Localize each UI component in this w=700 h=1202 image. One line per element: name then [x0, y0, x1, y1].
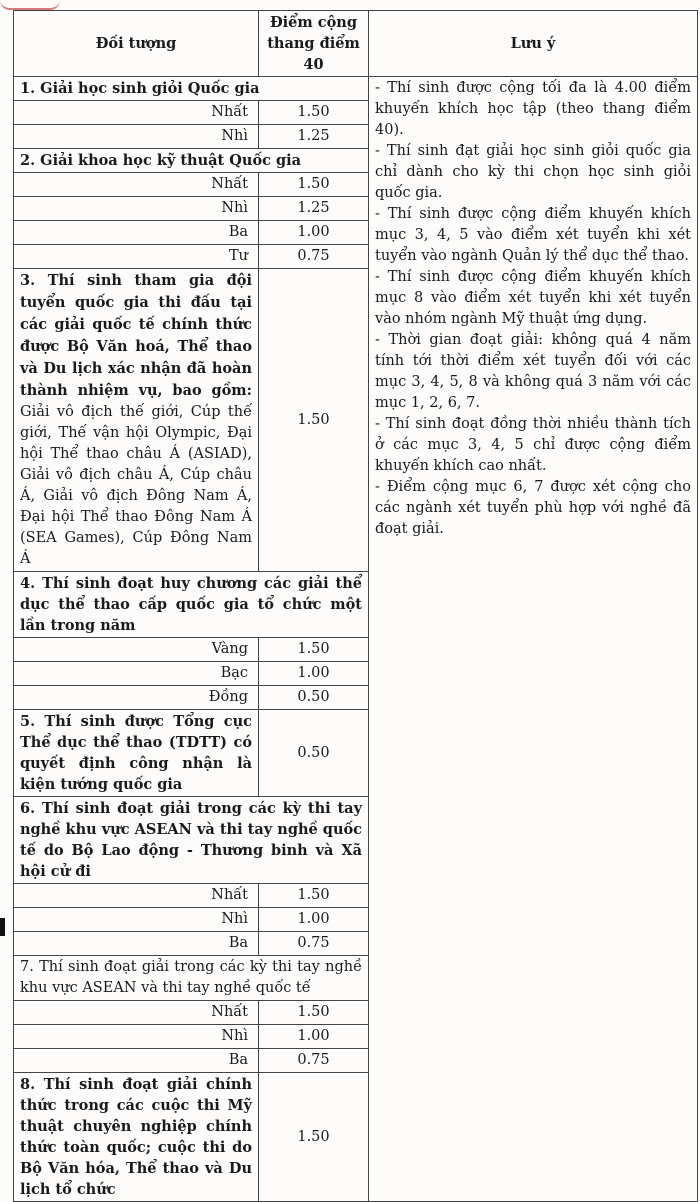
points-value: 1.00	[259, 1025, 369, 1049]
rank-label: Vàng	[14, 638, 259, 662]
section-title: 8. Thí sinh đoạt giải chính thức trong các cuộc thi Mỹ thuật chuyên nghiệp chính thức toàn quốc; cuộc thi do Bộ Văn hóa, Thể thao và Du lịch tổ chức	[14, 1073, 259, 1202]
points-value: 0.75	[259, 245, 369, 269]
points-value: 1.50	[259, 101, 369, 125]
margin-mark	[0, 918, 5, 936]
points-value: 0.75	[259, 1049, 369, 1073]
points-value: 1.00	[259, 908, 369, 932]
stamp-fragment	[0, 0, 60, 10]
rank-label: Nhất	[14, 101, 259, 125]
note-item: - Thí sinh đạt giải học sinh giỏi quốc gia chỉ dành cho kỳ thi chọn học sinh giỏi quốc gia.	[375, 143, 691, 201]
rank-label: Nhất	[14, 884, 259, 908]
points-value: 1.50	[259, 1073, 369, 1202]
header-note: Lưu ý	[369, 11, 698, 77]
points-value: 1.50	[259, 173, 369, 197]
points-value: 0.50	[259, 710, 369, 797]
rank-label: Nhất	[14, 173, 259, 197]
rank-label: Ba	[14, 1049, 259, 1073]
note-item: - Thí sinh đoạt đồng thời nhiều thành tích ở các mục 3, 4, 5 chỉ được cộng điểm khuyến khích cao nhất.	[375, 416, 691, 474]
bonus-points-table	[13, 10, 698, 1202]
section-title: 3. Thí sinh tham gia đội tuyển quốc gia thi đấu tại các giải quốc tế chính thức được Bộ Văn hoá, Thể thao và Du lịch xác nhận đã hoàn thành nhiệm vụ, bao gồm:	[20, 272, 252, 399]
note-item: - Thí sinh được cộng tối đa là 4.00 điểm khuyến khích học tập (theo thang điểm 40).	[375, 80, 691, 138]
header-target: Đối tượng	[14, 11, 259, 77]
points-value: 1.00	[259, 662, 369, 686]
note-item: - Điểm cộng mục 6, 7 được xét cộng cho các ngành xét tuyển phù hợp với nghề đã đoạt giải.	[375, 479, 691, 537]
section-title: 7. Thí sinh đoạt giải trong các kỳ thi tay nghề khu vực ASEAN và thi tay nghề quốc tế	[14, 956, 369, 1001]
section-title: 4. Thí sinh đoạt huy chương các giải thể dục thể thao cấp quốc gia tổ chức một lần trong năm	[14, 572, 369, 638]
rank-label: Bạc	[14, 662, 259, 686]
points-value: 1.00	[259, 221, 369, 245]
rank-label: Ba	[14, 932, 259, 956]
section-title: 2. Giải khoa học kỹ thuật Quốc gia	[14, 149, 369, 173]
section-detail: Giải vô địch thế giới, Cúp thế giới, Thế vận hội Olympic, Đại hội Thể thao châu Á (ASIAD), Giải vô địch châu Á, Cúp châu Á, Giải vô địch Đông Nam Á, Đại hội Thể thao Đông Nam Á (SEA Games), Cúp Đông Nam Á	[20, 404, 252, 567]
note-item: - Thí sinh được cộng điểm khuyến khích mục 3, 4, 5 vào điểm xét tuyển khi xét tuyển vào ngành Quản lý thể dục thể thao.	[375, 206, 691, 264]
rank-label: Nhì	[14, 125, 259, 149]
rank-label: Đồng	[14, 686, 259, 710]
points-value: 1.25	[259, 125, 369, 149]
points-value: 0.50	[259, 686, 369, 710]
points-value: 1.50	[259, 884, 369, 908]
points-value: 1.50	[259, 269, 369, 572]
points-value: 1.25	[259, 197, 369, 221]
section-title: 5. Thí sinh được Tổng cục Thể dục thể thao (TDTT) có quyết định công nhận là kiện tướng quốc gia	[14, 710, 259, 797]
note-item: - Thí sinh được cộng điểm khuyến khích mục 8 vào điểm xét tuyển khi xét tuyển vào nhóm ngành Mỹ thuật ứng dụng.	[375, 269, 691, 327]
rank-label: Tư	[14, 245, 259, 269]
notes-cell	[369, 77, 698, 1202]
rank-label: Nhất	[14, 1001, 259, 1025]
rank-label: Nhì	[14, 197, 259, 221]
points-value: 0.75	[259, 932, 369, 956]
rank-label: Ba	[14, 221, 259, 245]
note-item: - Thời gian đoạt giải: không quá 4 năm tính tới thời điểm xét tuyển đối với các mục 3, 4, 5, 8 và không quá 3 năm với các mục 1, 2, 6, 7.	[375, 332, 691, 411]
header-points: Điểm cộng thang điểm 40	[259, 11, 369, 77]
section-cell	[14, 269, 259, 572]
section-title: 1. Giải học sinh giỏi Quốc gia	[14, 77, 369, 101]
rank-label: Nhì	[14, 1025, 259, 1049]
section-title: 6. Thí sinh đoạt giải trong các kỳ thi tay nghề khu vực ASEAN và thi tay nghề quốc tế do Bộ Lao động - Thương binh và Xã hội cử đi	[14, 797, 369, 884]
points-value: 1.50	[259, 1001, 369, 1025]
points-value: 1.50	[259, 638, 369, 662]
rank-label: Nhì	[14, 908, 259, 932]
